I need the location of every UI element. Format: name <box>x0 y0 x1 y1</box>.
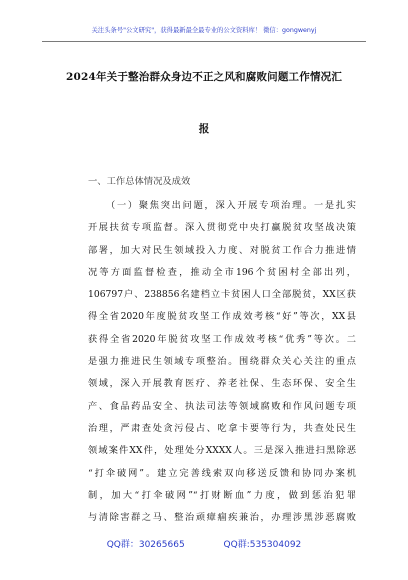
body-line: 产、食品药品安全、执法司法等领域腐败和作风问题专项 <box>88 400 356 412</box>
body-line: 制，加大“打伞破网”“打财断血”力度，做到惩治犯罪 <box>88 489 356 501</box>
body-line: 领域案件XX件，处理处分XXXX人。三是深入推进扫黑除恶 <box>88 445 356 457</box>
document-title: 2024年关于整治群众身边不正之风和腐败问题工作情况汇 <box>65 71 343 83</box>
body-line: 治理，严肃查处贪污侵占、吃拿卡要等行为，共查处民生 <box>88 422 356 434</box>
page-footer <box>0 537 408 550</box>
body-line: 与清除害群之马、整治顽瘴痼疾兼治，办理涉黑涉恶腐败 <box>88 512 356 524</box>
footer-qq-group-1: QQ群：30265665 <box>106 540 185 550</box>
body-line: “打伞破网”。建立完善线索双向移送反馈和协同办案机 <box>88 467 356 479</box>
body-line: 是强力推进民生领域专项整治。围绕群众关心关注的重点 <box>88 356 356 368</box>
body-line: 106797户、238856名建档立卡贫困人口全部脱贫，XX区获 <box>88 289 356 301</box>
body-line: 领域，深入开展教育医疗、养老社保、生态环保、安全生 <box>88 378 356 390</box>
document-title-continued: 报 <box>198 123 210 135</box>
body-text <box>88 195 356 529</box>
page-header-banner: 关注头条号"公文研究"，获得最新最全最专业的公文资料库！ 微信：gongwenyj <box>42 25 366 42</box>
body-line: 开展扶贫专项监督。深入贯彻党中央打赢脱贫攻坚战决策 <box>88 222 356 234</box>
body-line: 获得全省2020年脱贫攻坚工作成效考核“优秀”等次。二 <box>88 333 356 345</box>
body-line: 部署，加大对民生领域投入力度、对脱贫工作合力推进情 <box>88 244 356 256</box>
body-line: （一）聚焦突出问题，深入开展专项治理。一是扎实 <box>106 200 356 211</box>
body-line: 得全省2020年度脱贫攻坚工作成效考核“好”等次，XX县 <box>88 311 356 323</box>
footer-qq-group-2: QQ群:535304092 <box>223 540 302 550</box>
section-heading: 一、工作总体情况及成效 <box>88 176 191 187</box>
body-line: 况等方面监督检查，推动全市196个贫困村全部出列， <box>88 266 356 278</box>
